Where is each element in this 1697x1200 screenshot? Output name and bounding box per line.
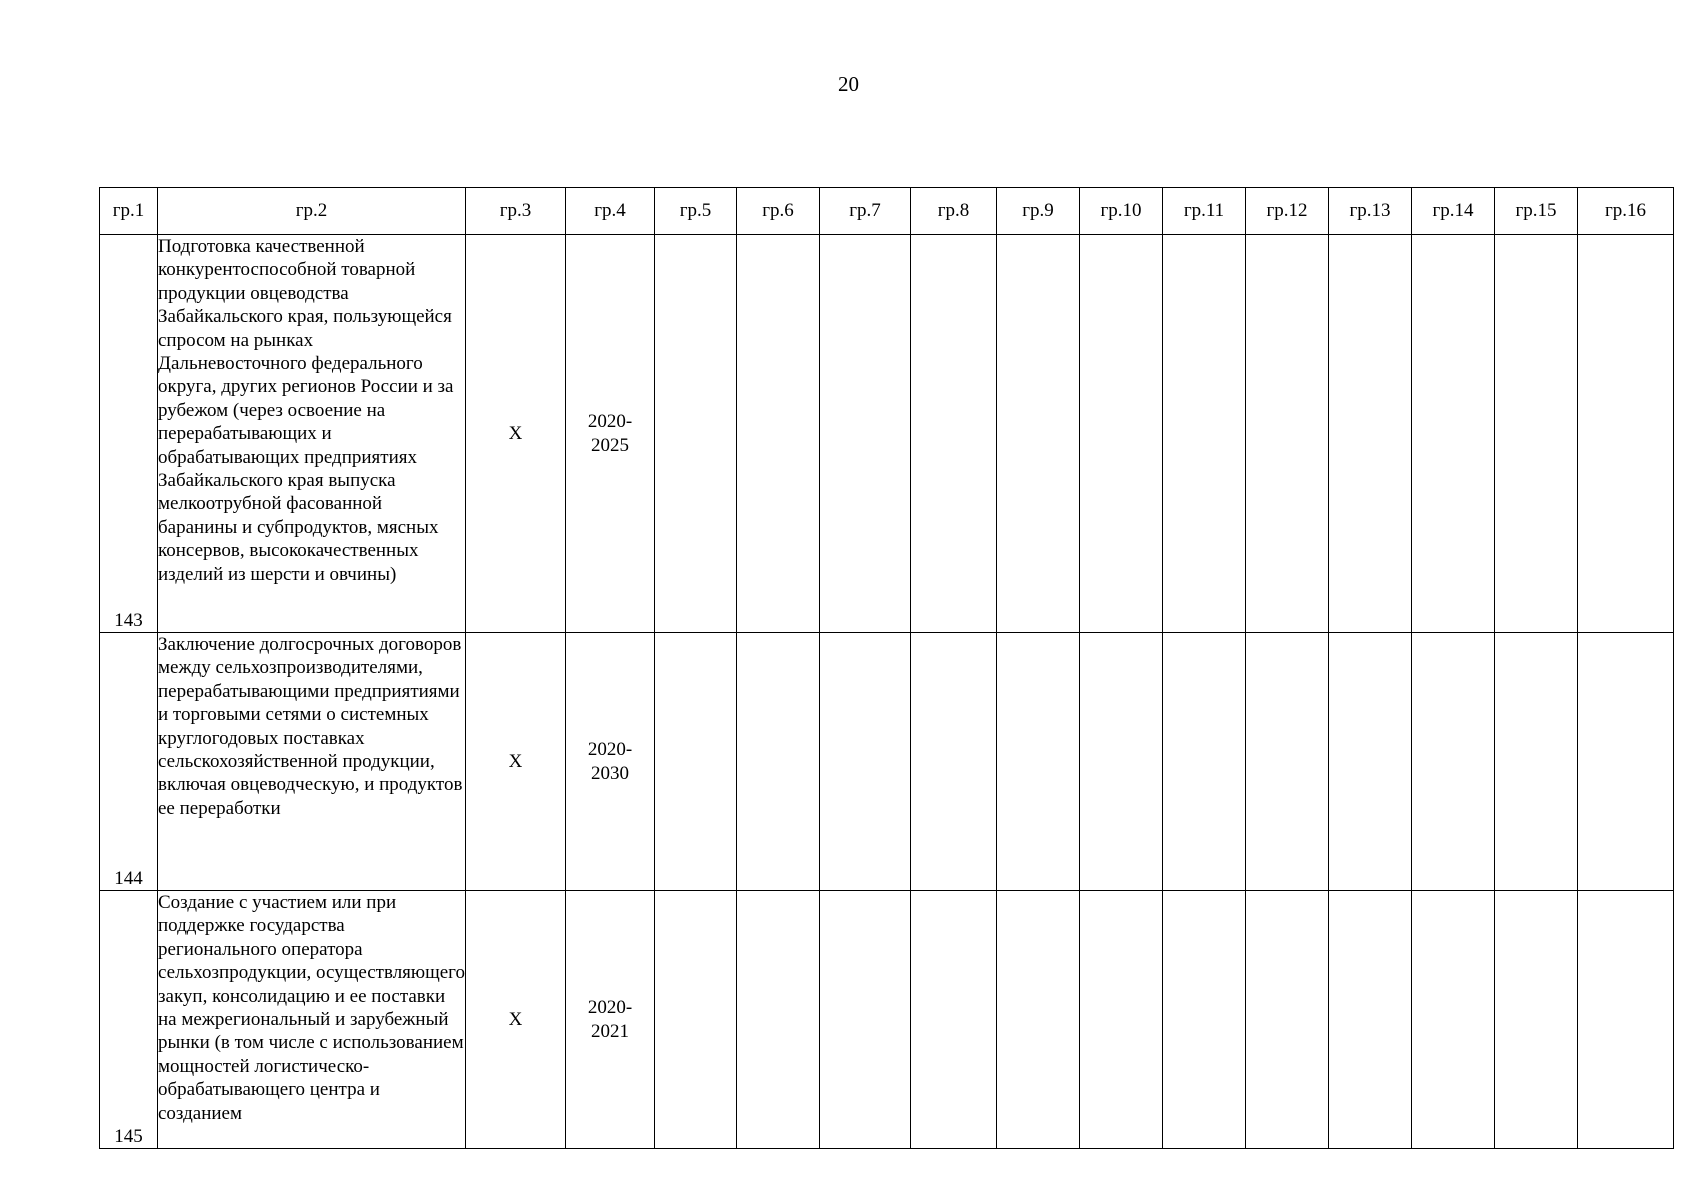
column-header: гр.9	[997, 188, 1080, 235]
empty-cell	[655, 633, 737, 891]
empty-cell	[1329, 891, 1412, 1149]
program-measures-table	[99, 187, 1674, 1149]
column-header: гр.13	[1329, 188, 1412, 235]
empty-cell	[1495, 235, 1578, 633]
period-value	[566, 235, 655, 633]
empty-cell	[1163, 235, 1246, 633]
empty-cell	[1246, 235, 1329, 633]
empty-cell	[1329, 633, 1412, 891]
empty-cell	[1080, 235, 1163, 633]
empty-cell	[820, 235, 911, 633]
empty-cell	[997, 891, 1080, 1149]
empty-cell	[1246, 633, 1329, 891]
empty-cell	[997, 235, 1080, 633]
table-row	[100, 235, 1674, 633]
period-value	[566, 633, 655, 891]
empty-cell	[655, 235, 737, 633]
empty-cell	[1080, 633, 1163, 891]
table-header-row	[100, 188, 1674, 235]
column-header: гр.4	[566, 188, 655, 235]
period-text: 2020- 2025	[587, 411, 633, 456]
table-row	[100, 633, 1674, 891]
empty-cell	[1080, 891, 1163, 1149]
empty-cell	[820, 633, 911, 891]
empty-cell	[737, 891, 820, 1149]
empty-cell	[820, 891, 911, 1149]
column-header: гр.10	[1080, 188, 1163, 235]
empty-cell	[1578, 891, 1674, 1149]
empty-cell	[1495, 633, 1578, 891]
column-header: гр.5	[655, 188, 737, 235]
period-text: 2020- 2030	[587, 739, 633, 784]
empty-cell	[1329, 235, 1412, 633]
row-number: 145	[100, 891, 158, 1149]
column-header: гр.6	[737, 188, 820, 235]
measure-description: Подготовка качественной конкурентоспособной товарной продукции овцеводства Забайкальского края, пользующейся спросом на рынках Дальневосточного федерального округа, других регионов России и за рубежом (через освоение на перерабатывающих и обрабатывающих предприятиях Забайкальского края выпуска мелкоотрубной фасованной баранины и субпродуктов, мясных консервов, высококачественных изделий из шерсти и овчины)	[158, 235, 466, 633]
empty-cell	[737, 633, 820, 891]
empty-cell	[1578, 235, 1674, 633]
empty-cell	[1163, 891, 1246, 1149]
col3-value: X	[466, 891, 566, 1149]
empty-cell	[911, 891, 997, 1149]
empty-cell	[911, 633, 997, 891]
empty-cell	[1578, 633, 1674, 891]
empty-cell	[1412, 891, 1495, 1149]
col3-value: X	[466, 235, 566, 633]
empty-cell	[1495, 891, 1578, 1149]
column-header: гр.12	[1246, 188, 1329, 235]
measure-description: Создание с участием или при поддержке государства регионального оператора сельхозпродукции, осуществляющего закуп, консолидацию и ее поставки на межрегиональный и зарубежный рынки (в том числе с использованием мощностей логистическо-обрабатывающего центра и созданием	[158, 891, 466, 1149]
row-number: 144	[100, 633, 158, 891]
column-header: гр.14	[1412, 188, 1495, 235]
empty-cell	[1163, 633, 1246, 891]
column-header: гр.8	[911, 188, 997, 235]
empty-cell	[1412, 633, 1495, 891]
column-header: гр.3	[466, 188, 566, 235]
row-number: 143	[100, 235, 158, 633]
empty-cell	[737, 235, 820, 633]
empty-cell	[997, 633, 1080, 891]
period-text: 2020- 2021	[587, 997, 633, 1042]
column-header: гр.11	[1163, 188, 1246, 235]
column-header: гр.15	[1495, 188, 1578, 235]
column-header: гр.1	[100, 188, 158, 235]
column-header: гр.16	[1578, 188, 1674, 235]
empty-cell	[1412, 235, 1495, 633]
table-row	[100, 891, 1674, 1149]
empty-cell	[1246, 891, 1329, 1149]
empty-cell	[655, 891, 737, 1149]
page-number: 20	[838, 72, 859, 96]
empty-cell	[911, 235, 997, 633]
period-value	[566, 891, 655, 1149]
column-header: гр.2	[158, 188, 466, 235]
col3-value: X	[466, 633, 566, 891]
column-header: гр.7	[820, 188, 911, 235]
measure-description: Заключение долгосрочных договоров между сельхозпроизводителями, перерабатывающими предприятиями и торговыми сетями о системных круглогодовых поставках сельскохозяйственной продукции, включая овцеводческую, и продуктов ее переработки	[158, 633, 466, 891]
